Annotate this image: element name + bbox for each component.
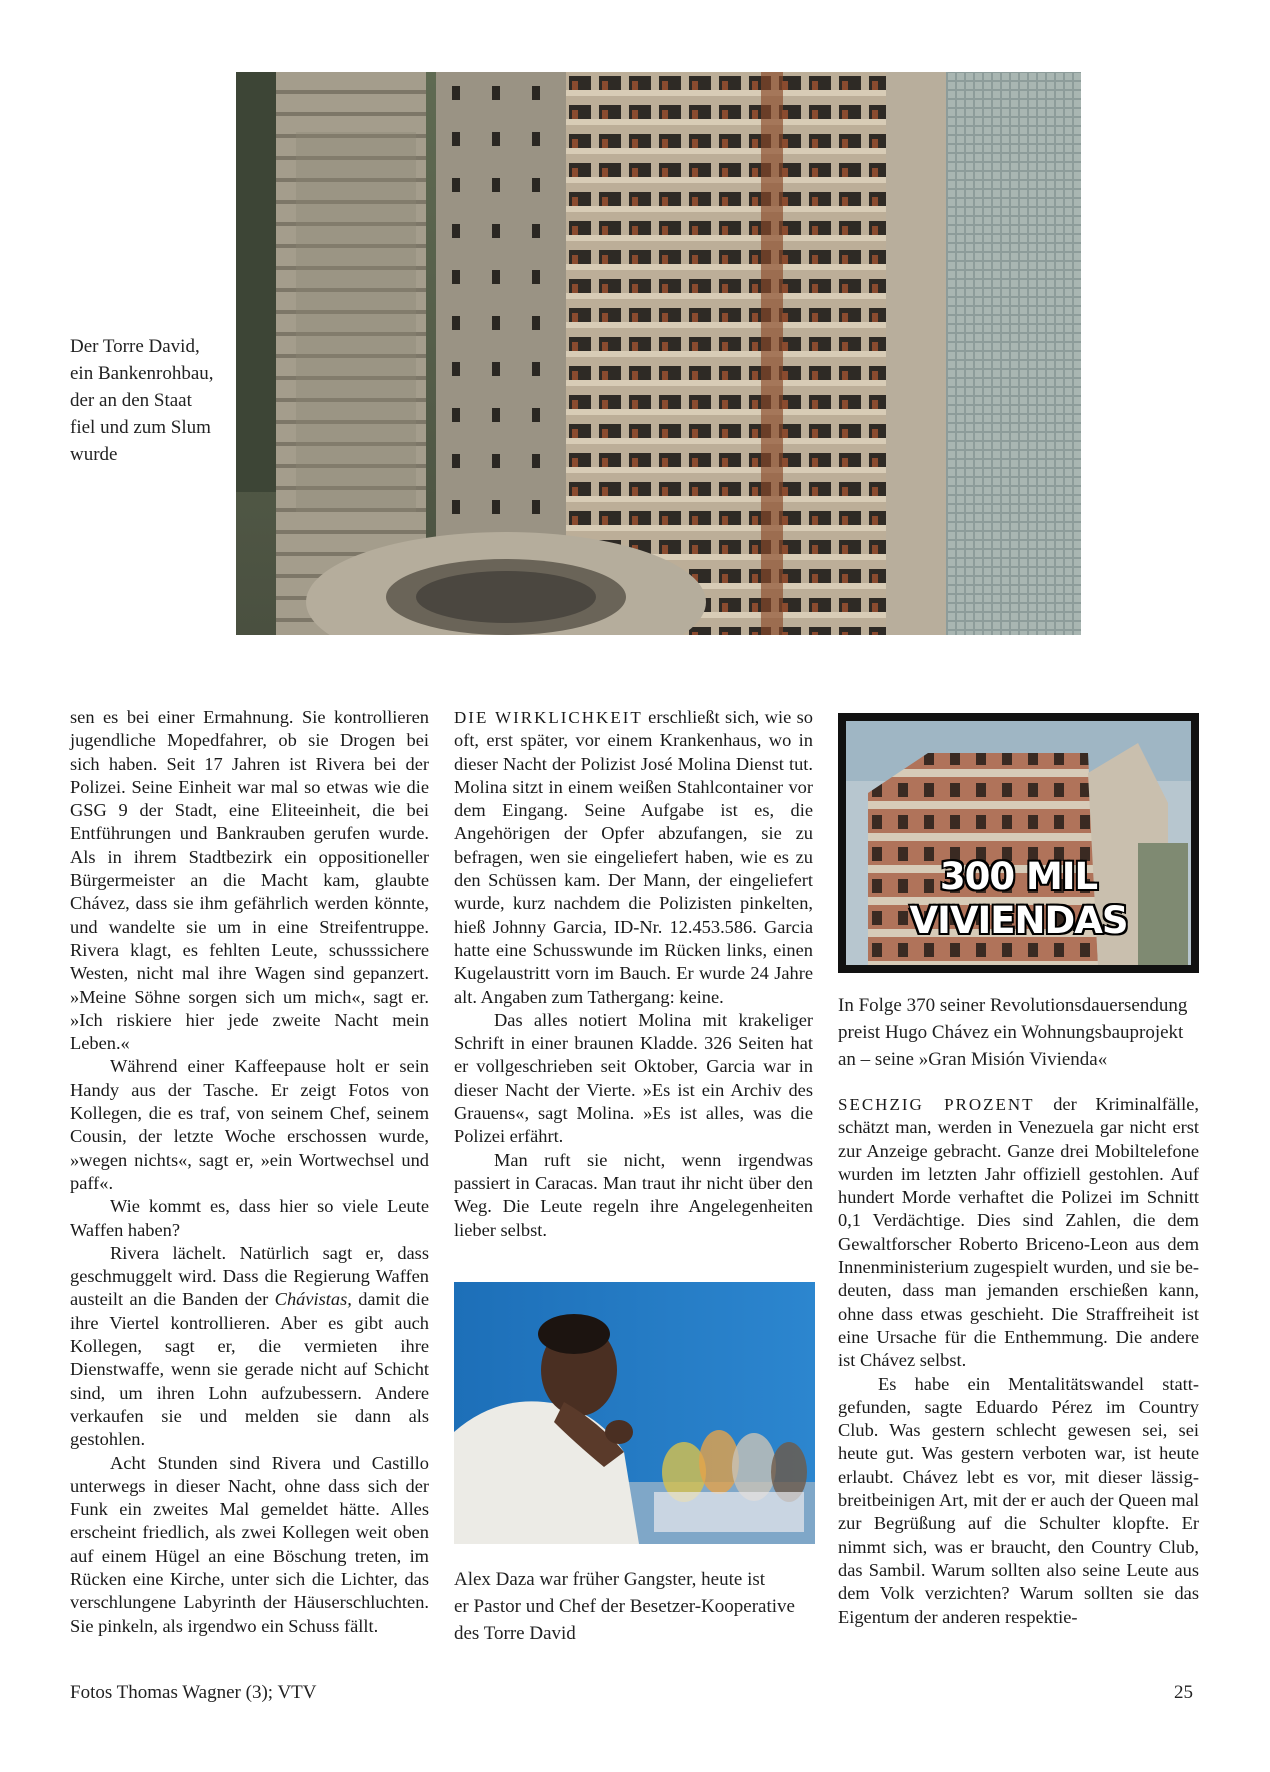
col1-paragraph: Während einer Kaffeepause holt er sein Handy aus der Tasche. Er zeigt Fotos von Kollegen, die es traf, von seinem Chef, seinem Cousin, der letzte Woche erschossen wurde, »wegen nichts«, sagt er, »ein Wortwechsel und paff«. — [70, 1056, 429, 1193]
col1-paragraph: Wie kommt es, dass hier so viele Leute Waffen haben? — [70, 1196, 429, 1240]
chavistas-italic: Chávistas, — [274, 1289, 352, 1310]
tv-still-frame — [838, 713, 1199, 973]
photo-credit: Fotos Thomas Wagner (3); VTV — [70, 1682, 317, 1703]
col3-paragraph: Es habe ein Mentalitätswandel stattgefunden, sagte Eduardo Pérez im Country Club. Was gestern schlecht gewesen sei, sei heute gut. Was gestern verboten war, ist heute erlaubt. Chávez lebt es vor, mit dieser lässigbreitbeinigen Art, mit der er auch der Queen mal zur Begrüßung auf die Schulter klopfte. Er nimmt sich, was er braucht, den Country Club, das Sambil. Warum sollten also seine Leute aus dem Volk verzichten? Warum sollten sie das Eigentum der anderen respektie- — [838, 1373, 1199, 1627]
col1-paragraph: Acht Stunden sind Rivera und Castillo unterwegs in dieser Nacht, ohne dass sich der Funk ein zweites Mal gemeldet hätte. Alles erscheint friedlich, als zwei Kollegen weit oben auf einem Hügel an eine Böschung treten, im Rücken eine Kirche, unter sich die Lichter, das verschlungene Labyrinth der Häuserschluchten. Sie pinkeln, als irgendwo ein Schuss fällt. — [70, 1452, 429, 1636]
article-column-1 — [70, 706, 429, 1638]
col1-paragraph: sen es bei einer Ermahnung. Sie kontrollieren jugendliche Mopedfahrer, ob sie Drogen bei sich haben. Seit 17 Jahren ist Rivera bei der Polizei. Seine Einheit war mal so etwas wie die GSG 9 der Stadt, eine Eliteeinheit, die bei Entführungen und Bankrauben gerufen wurde. Als in ihrem Stadtbezirk ein oppositioneller Bürgermeister an die Macht kam, glaubte Chávez, dass sie ihm gefährlich werden könnte, und wandelte sie um in eine Streifentruppe. Rivera klagt, es fehlten Leute, schusssichere Westen, nicht mal ihre Wagen sind gepanzert. »Meine Söhne sorgen sich um mich«, sagt er. »Ich riskiere hier jede zweite Nacht mein Leben.« — [70, 707, 429, 1054]
alex-daza-photo — [454, 1282, 815, 1544]
col2-paragraph: Das alles notiert Molina mit krakeliger Schrift in einer braunen Kladde. 326 Seiten hat er vollgeschrieben seit Oktober, Garcia war in dieser Nacht der Vierte. »Es ist ein Archiv des Grauens«, sagt Molina. »Es ist alles, was die Polizei erfährt. — [454, 1009, 813, 1147]
alex-daza-caption: Alex Daza war früher Gangster, heute ist er Pastor und Chef der Besetzer-Kooperative des Torre David — [454, 1569, 795, 1644]
tv-overlay-text: 300 MIL VIVIENDAS — [909, 855, 1128, 942]
article-column-2 — [454, 706, 813, 1242]
section-lead-caps: SECHZIG PROZENT — [838, 1095, 1035, 1114]
page-number: 25 — [1174, 1682, 1193, 1703]
tv-still-caption: In Folge 370 seiner Revolutionsdauersendung preist Hugo Chávez ein Wohnungsbauprojekt an – seine »Gran Misión Vivienda« — [838, 995, 1188, 1070]
col2-paragraph: Man ruft sie nicht, wenn irgendwas passiert in Caracas. Man traut ihr nicht über den Weg. Die Leute regeln ihre Angelegenheiten lieber selbst. — [454, 1149, 813, 1240]
col2-paragraph: DIE WIRKLICHKEIT erschließt sich, wie so oft, erst später, vor einem Krankenhaus, wo in dieser Nacht der Polizist José Molina Dienst tut. Molina sitzt in einem weißen Stahlcontainer vor dem Eingang. Seine Aufgabe ist es, die Angehörigen der Opfer abzufangen, sie zu befragen, wen sie eingeliefert haben, wie es zu den Schüssen kam. Der Mann, der eingeliefert wurde, kurz nachdem die Polizisten pinkelten, hieß Johnny Garcia, ID-Nr. 12.453.586. Garcia hatte eine Schusswunde im Rücken links, einen Kugelaustritt vorn im Bauch. Er wurde 24 Jahre alt. Angaben zum Tathergang: keine. — [454, 707, 813, 1007]
torre-david-photo — [236, 72, 1081, 635]
col1-paragraph: Rivera lächelt. Natürlich sagt er, dass geschmuggelt wird. Dass die Regierung Waffen austeilt an die Banden der Chávistas, damit die ihre Viertel kontrollieren. Aber es gibt auch Kollegen, sagt er, die vermieten ihre Dienstwaffe, wenn sie gerade nicht auf Schicht sind, um ihren Lohn aufzubessern. Andere verkaufen sie und melden sie dann als gestohlen. — [70, 1242, 430, 1450]
section-lead-caps: DIE WIRKLICHKEIT — [454, 708, 643, 727]
col3-paragraph: SECHZIG PROZENT der Kriminalfälle, schätzt man, werden in Venezuela gar nicht erst zur Anzeige gebracht. Ganze drei Mobiltelefone wurden im letzten Jahr offiziell gestohlen. Auf hundert Morde verhaftet die Polizei im Schnitt 0,1 Verdächtige. Dies sind Zahlen, die dem Gewaltforscher Roberto Briceno-Leon aus dem Innenministerium zugespielt wurden, und sie bedeuten, dass man jemanden erschießen kann, ohne dass etwas geschieht. Die Straffreiheit ist eine Ursache für die Enthemmung. Die andere ist Chávez selbst. — [838, 1094, 1199, 1371]
article-column-3 — [838, 1093, 1199, 1629]
top-photo-caption: Der Torre David, ein Bankenrohbau, der an den Staat fiel und zum Slum wurde — [70, 336, 214, 465]
